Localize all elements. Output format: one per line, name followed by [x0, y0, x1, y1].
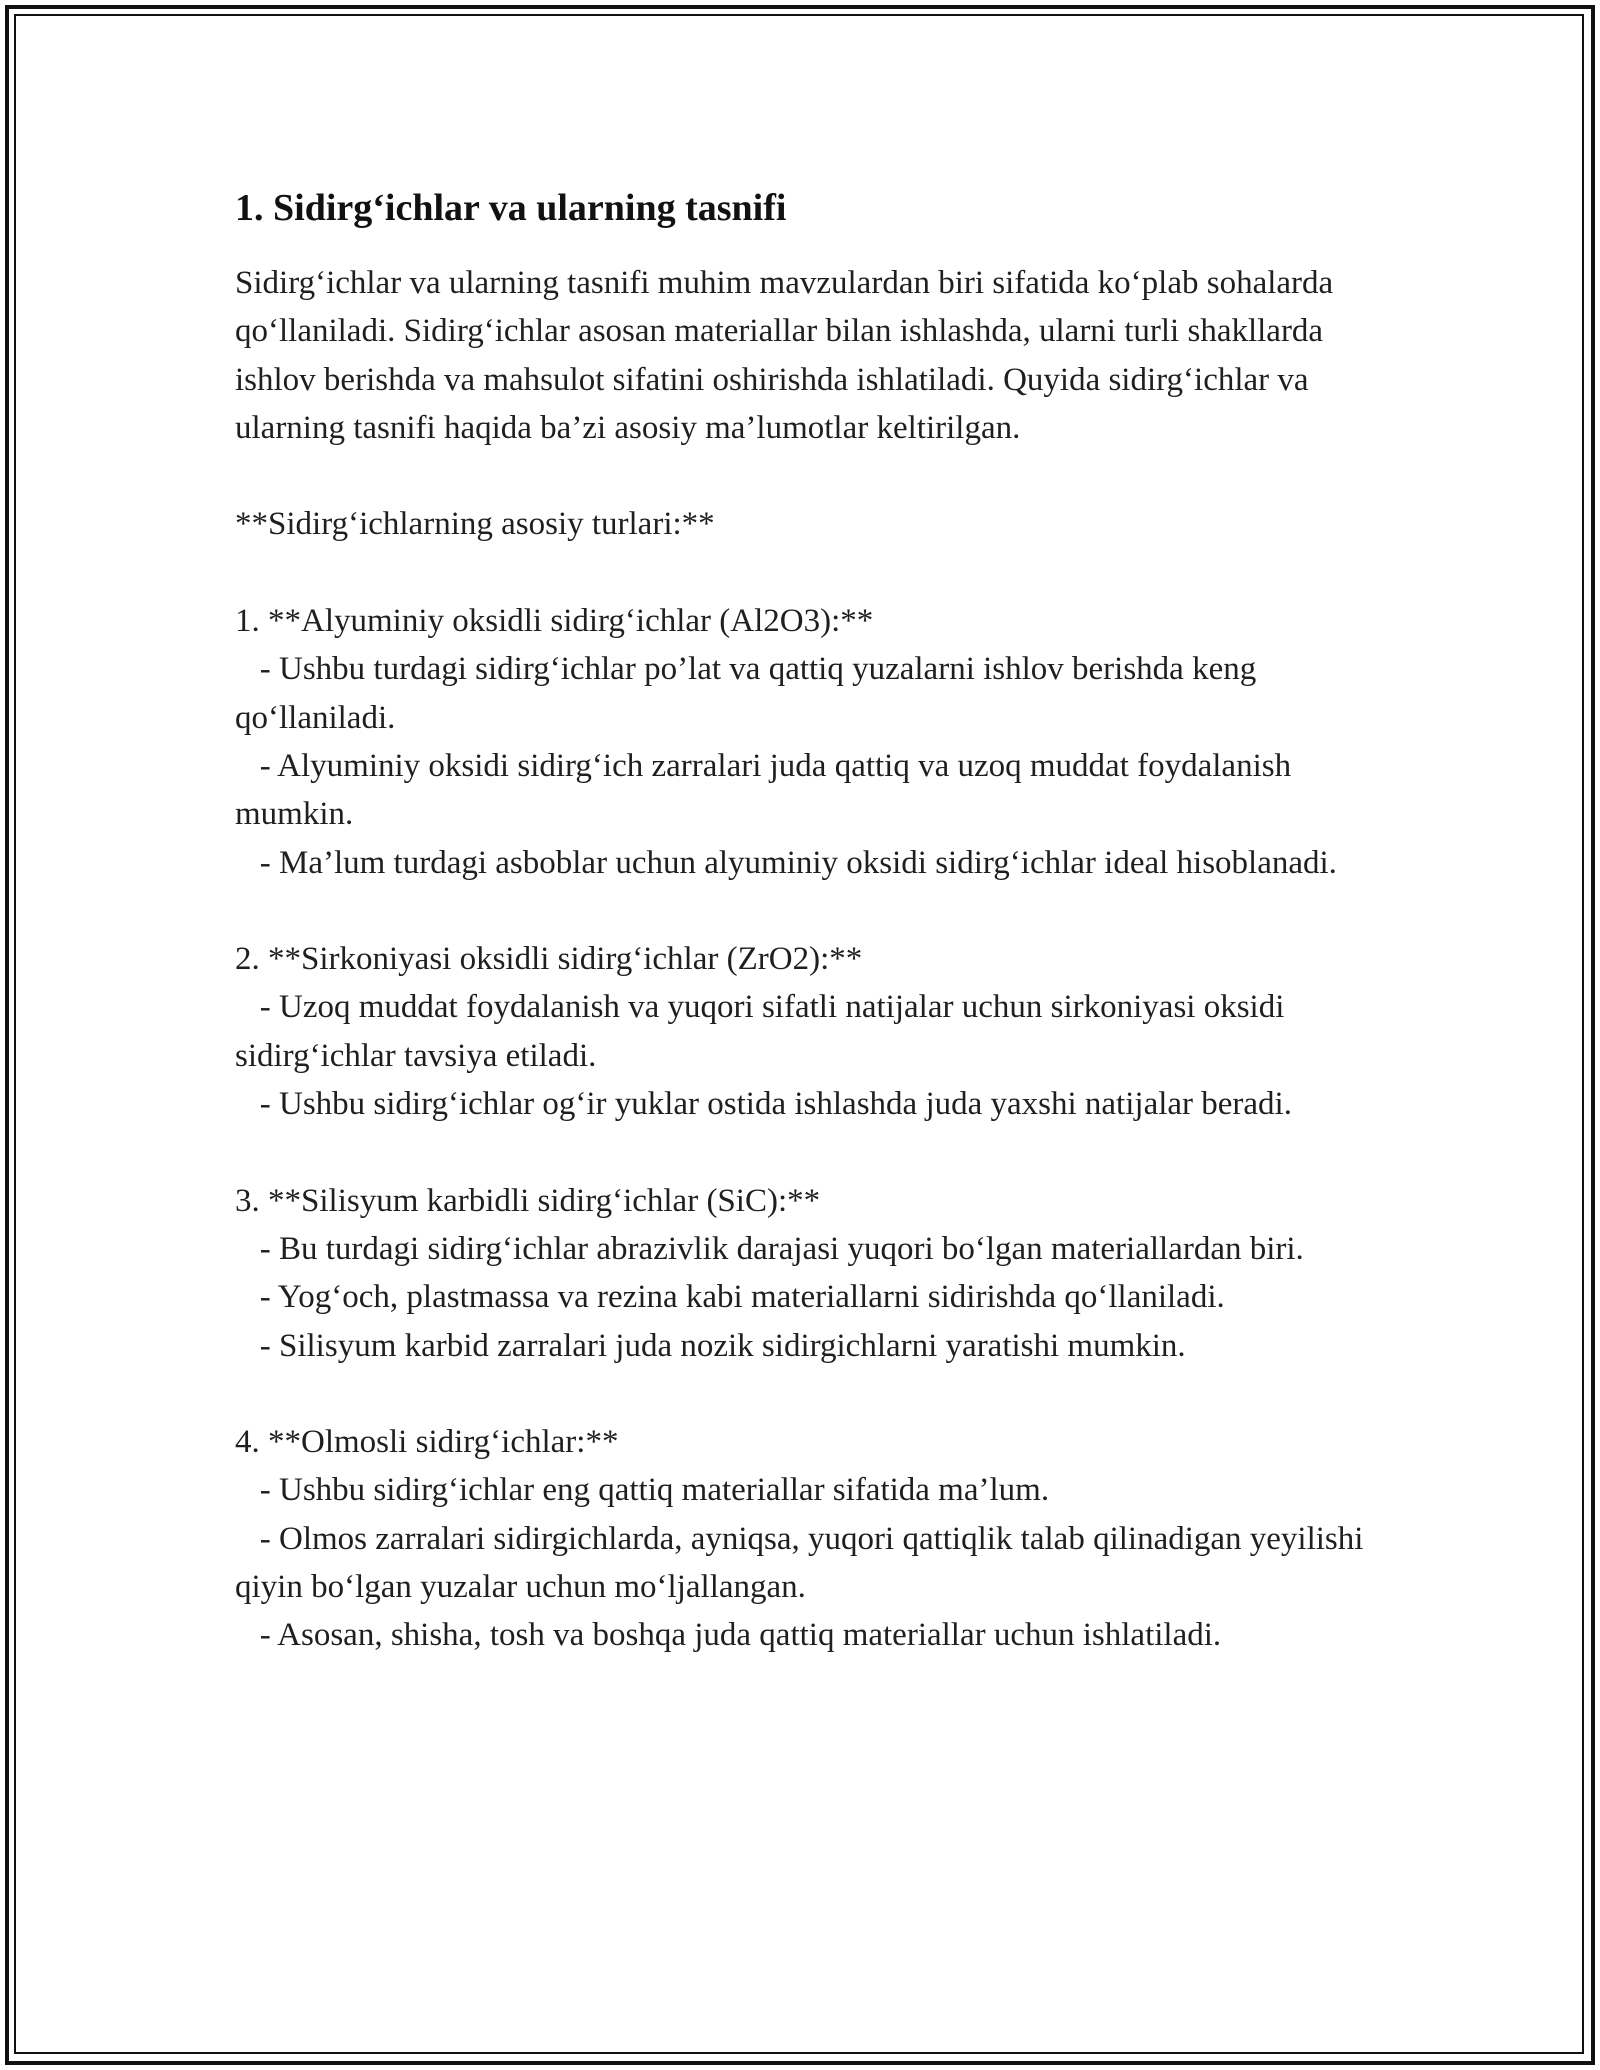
page-title: 1. Sidirg‘ichlar va ularning tasnifi [235, 187, 787, 229]
section-title: 3. **Silisyum karbidli sidirg‘ichlar (SiC):** [235, 1182, 821, 1219]
section-silicon-carbide [235, 1177, 1395, 1370]
section-bullet: - Asosan, shisha, tosh va boshqa juda qattiq materiallar uchun ishlatiladi. [235, 1617, 1222, 1654]
section-bullet: - Silisyum karbid zarralari juda nozik sidirgichlarni yaratishi mumkin. [235, 1327, 1186, 1364]
spacer [235, 1128, 1395, 1176]
section-zirconia [235, 935, 1395, 1128]
spacer [235, 452, 1395, 500]
spacer [235, 549, 1395, 597]
section-bullet: - Ushbu sidirg‘ichlar og‘ir yuklar ostida ishlashda juda yaxshi natijalar beradi. [235, 1086, 1292, 1123]
section-bullet: - Ushbu sidirg‘ichlar eng qattiq materiallar sifatida ma’lum. [235, 1472, 1050, 1509]
section-alumina [235, 597, 1395, 887]
section-bullet: - Yog‘och, plastmassa va rezina kabi materiallarni sidirishda qo‘llaniladi. [235, 1279, 1225, 1316]
section-bullet: - Ushbu turdagi sidirg‘ichlar po’lat va qattiq yuzalarni ishlov berishda keng qo‘llaniladi. [235, 651, 1265, 736]
section-title: 1. **Alyuminiy oksidli sidirg‘ichlar (Al2O3):** [235, 603, 874, 640]
section-bullet: - Ma’lum turdagi asboblar uchun alyuminiy oksidi sidirg‘ichlar ideal hisoblanadi. [235, 844, 1337, 881]
intro-paragraph: Sidirg‘ichlar va ularning tasnifi muhim mavzulardan biri sifatida ko‘plab sohalarda qo‘llaniladi. Sidirg‘ichlar asosan materiallar bilan ishlashda, ularni turli shakllarda ishlov berishda va mahsulot sifatini oshirishda ishlatiladi. Quyida sidirg‘ichlar va ularning tasnifi haqida ba’zi asosiy ma’lumotlar keltirilgan. [235, 265, 1342, 446]
section-bullet: - Uzoq muddat foydalanish va yuqori sifatli natijalar uchun sirkoniyasi oksidi sidirg‘ichlar tavsiya etiladi. [235, 989, 1293, 1074]
types-heading: **Sidirg‘ichlarning asosiy turlari:** [235, 506, 715, 543]
document-body [235, 185, 1395, 1660]
section-bullet: - Bu turdagi sidirg‘ichlar abrazivlik darajasi yuqori bo‘lgan materiallardan biri. [235, 1230, 1304, 1267]
spacer [235, 1370, 1395, 1418]
spacer [235, 887, 1395, 935]
section-diamond [235, 1418, 1395, 1659]
section-bullet: - Olmos zarralari sidirgichlarda, ayniqsa, yuqori qattiqlik talab qilinadigan yeyilishi qiyin bo‘lgan yuzalar uchun mo‘ljallangan. [235, 1520, 1372, 1606]
section-title: 2. **Sirkoniyasi oksidli sidirg‘ichlar (ZrO2):** [235, 941, 863, 978]
section-title: 4. **Olmosli sidirg‘ichlar:** [235, 1424, 619, 1461]
section-bullet: - Alyuminiy oksidi sidirg‘ich zarralari juda qattiq va uzoq muddat foydalanish mumkin. [235, 747, 1300, 833]
